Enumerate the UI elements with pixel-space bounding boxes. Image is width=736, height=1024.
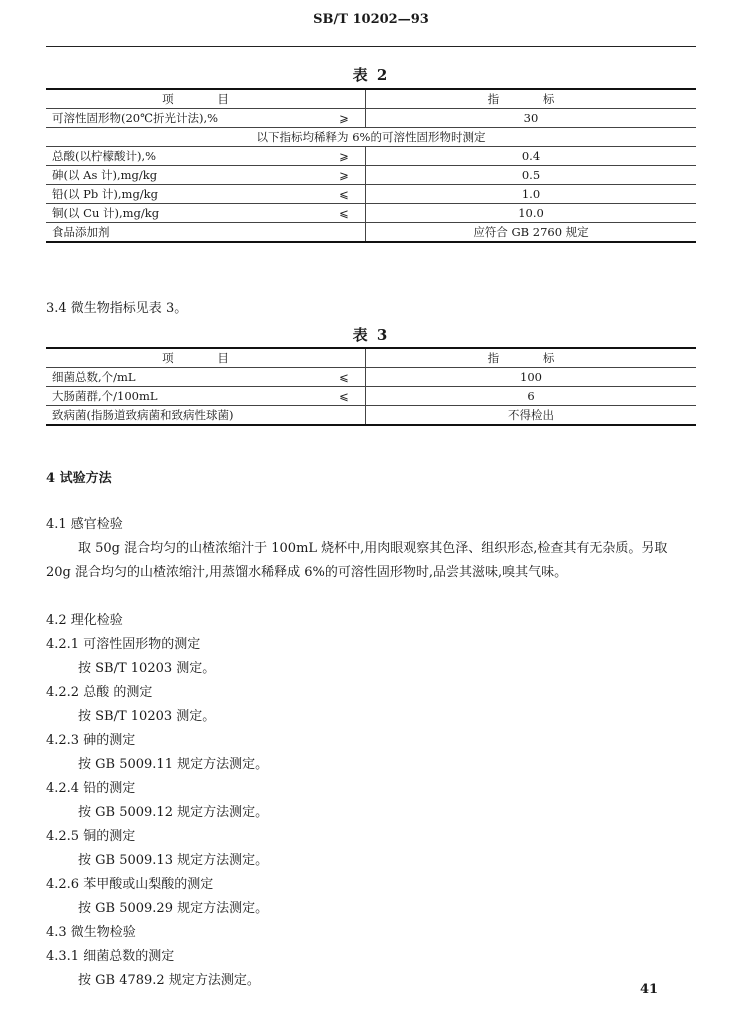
section-4-2-1-text: 按 SB/T 10203 测定。 [78,661,216,676]
section-4-2-title: 4.2 理化检验 [46,613,123,628]
cell-value: 0.5 [366,166,697,185]
table-header-row [46,89,696,109]
header-rule [46,46,696,47]
col-header-value: 指 标 [366,89,697,109]
cell-item: 细菌总数,个/mL [46,368,323,387]
table-row [46,406,696,426]
col-header-item: 项 目 [46,348,366,368]
col-header-value: 指 标 [366,348,697,368]
col-header-item: 项 目 [46,89,366,109]
section-4-1-title: 4.1 感官检验 [46,517,123,532]
cell-sym [323,223,366,243]
page-number: 41 [640,982,659,997]
cell-value: 30 [366,109,697,128]
section-4-2-4-title: 4.2.4 铅的测定 [46,781,136,796]
cell-sym: ⩾ [323,147,366,166]
section-4-2-6-text: 按 GB 5009.29 规定方法测定。 [78,901,269,916]
cell-value: 100 [366,368,697,387]
cell-sym: ⩽ [323,185,366,204]
table-row [46,368,696,387]
table-row [46,109,696,128]
section-4-title: 4 试验方法 [46,471,112,486]
cell-item: 致病菌(指肠道致病菌和致病性球菌) [46,406,323,426]
section-4-2-3-text: 按 GB 5009.11 规定方法测定。 [78,757,269,772]
table-row [46,204,696,223]
table3 [46,347,696,426]
cell-item: 食品添加剂 [46,223,323,243]
section-3-4: 3.4 微生物指标见表 3。 [46,301,188,316]
cell-item: 砷(以 As 计),mg/kg [46,166,323,185]
cell-sym: ⩽ [323,387,366,406]
section-4-3-1-title: 4.3.1 细菌总数的测定 [46,949,175,964]
table-note: 以下指标均稀释为 6%的可溶性固形物时测定 [46,128,696,147]
cell-item: 铅(以 Pb 计),mg/kg [46,185,323,204]
cell-sym: ⩽ [323,204,366,223]
cell-item: 总酸(以柠檬酸计),% [46,147,323,166]
section-4-2-1-title: 4.2.1 可溶性固形物的测定 [46,637,201,652]
section-4-2-3-title: 4.2.3 砷的测定 [46,733,136,748]
table-note-row [46,128,696,147]
section-4-2-2-title: 4.2.2 总酸 的测定 [46,685,153,700]
section-4-2-5-title: 4.2.5 铜的测定 [46,829,136,844]
section-4-2-2-text: 按 SB/T 10203 测定。 [78,709,216,724]
cell-sym [323,406,366,426]
page-header: SB/T 10202—93 [313,12,429,27]
cell-value: 10.0 [366,204,697,223]
section-4-3-1-text: 按 GB 4789.2 规定方法测定。 [78,973,260,988]
table-row [46,147,696,166]
cell-value: 0.4 [366,147,697,166]
table-header-row [46,348,696,368]
section-4-2-4-text: 按 GB 5009.12 规定方法测定。 [78,805,269,820]
section-4-2-5-text: 按 GB 5009.13 规定方法测定。 [78,853,269,868]
cell-item: 可溶性固形物(20℃折光计法),% [46,109,323,128]
cell-value: 应符合 GB 2760 规定 [366,223,697,243]
cell-sym: ⩽ [323,368,366,387]
cell-sym: ⩾ [323,109,366,128]
table-row [46,223,696,243]
cell-value: 不得检出 [366,406,697,426]
table2 [46,88,696,243]
cell-sym: ⩾ [323,166,366,185]
cell-item: 大肠菌群,个/100mL [46,387,323,406]
cell-item: 铜(以 Cu 计),mg/kg [46,204,323,223]
table-row [46,185,696,204]
cell-value: 1.0 [366,185,697,204]
section-4-1-text: 取 50g 混合均匀的山楂浓缩汁于 100mL 烧杯中,用肉眼观察其色泽、组织形态,检查其有无杂质。另取 20g 混合均匀的山楂浓缩汁,用蒸馏水稀释成 6%的可溶性固形物时,品尝其滋味,嗅其气味。 [46,541,668,580]
table-row [46,387,696,406]
cell-value: 6 [366,387,697,406]
section-4-2-6-title: 4.2.6 苯甲酸或山梨酸的测定 [46,877,214,892]
section-4-3-title: 4.3 微生物检验 [46,925,136,940]
table3-caption: 表 3 [352,326,390,344]
table2-caption: 表 2 [352,66,390,84]
table-row [46,166,696,185]
